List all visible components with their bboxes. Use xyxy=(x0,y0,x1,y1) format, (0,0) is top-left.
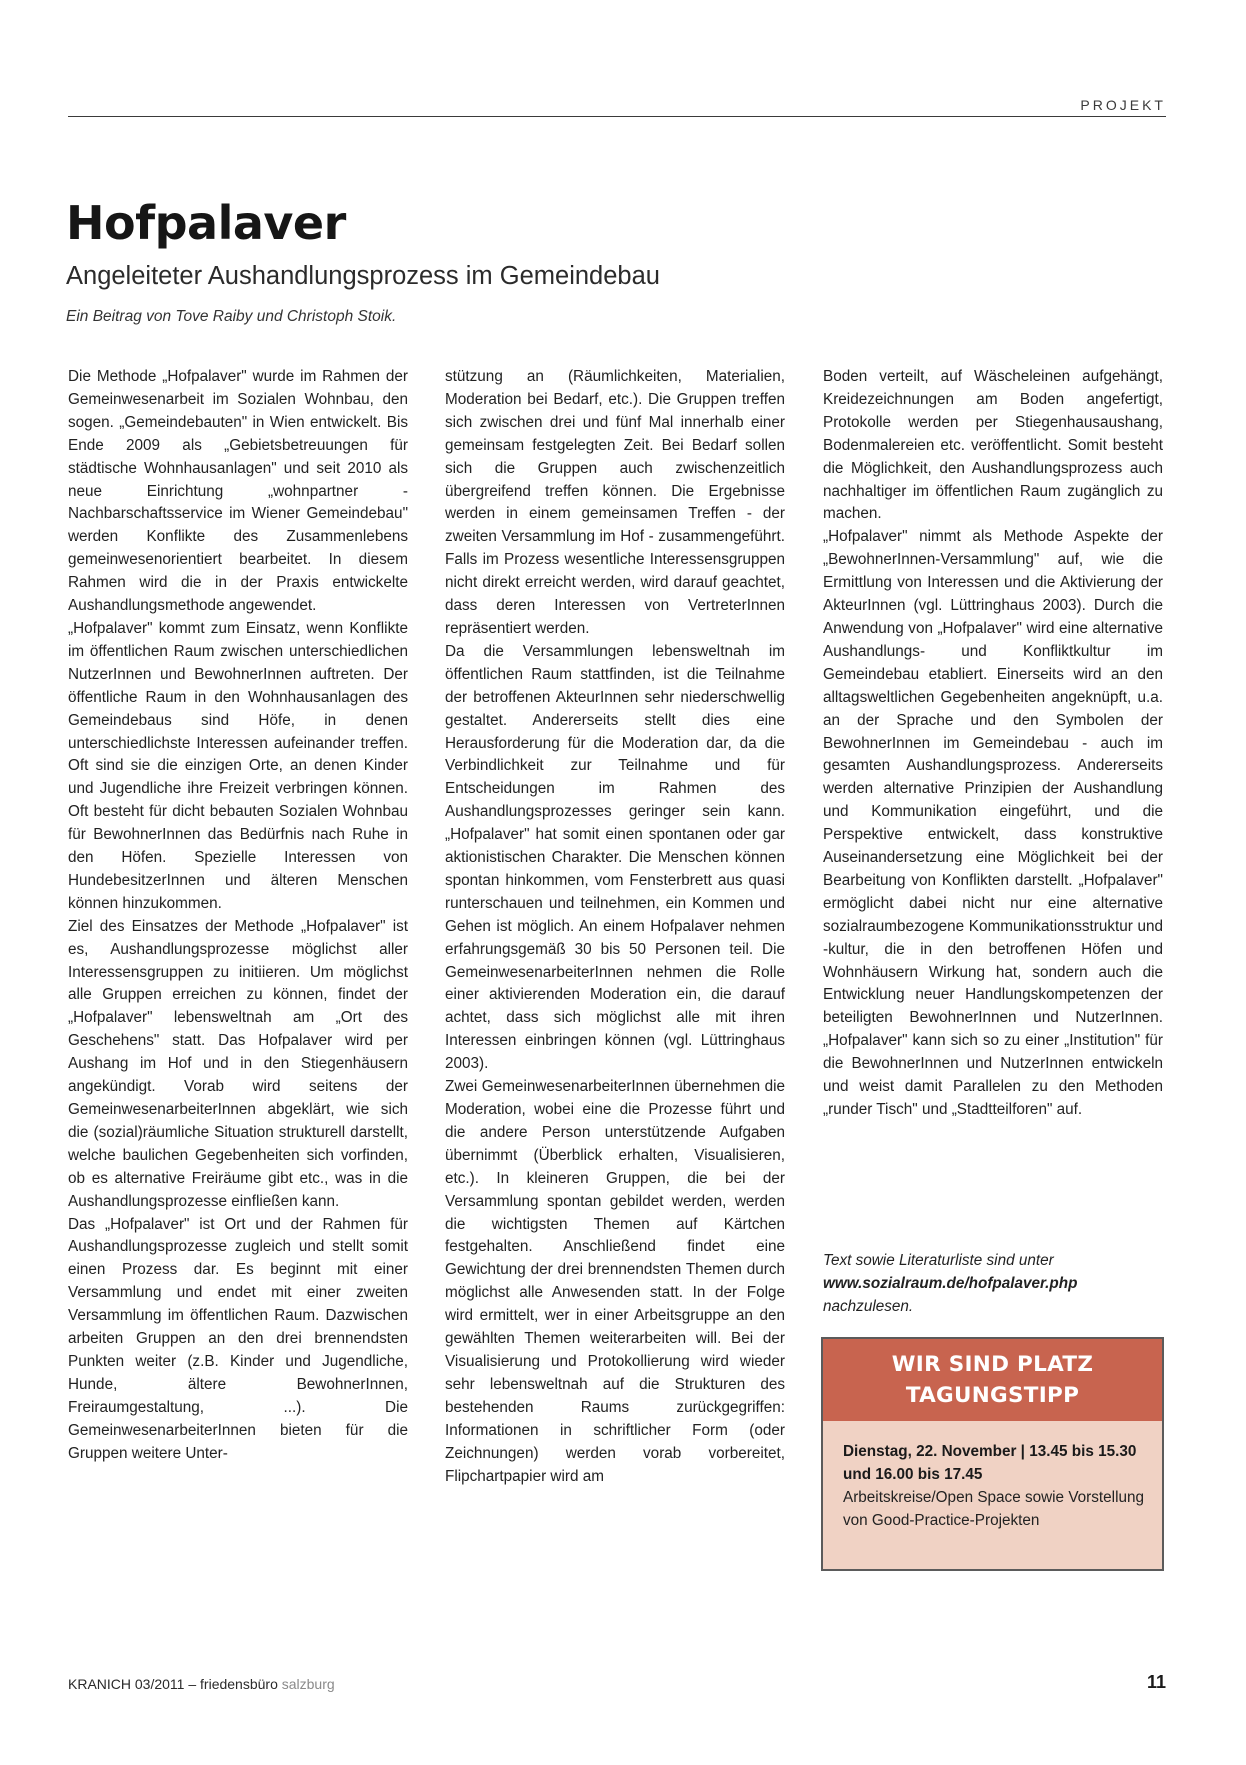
article-subtitle: Angeleiteter Aushandlungsprozess im Gemeindebau xyxy=(66,262,660,290)
header-rule xyxy=(68,116,1166,117)
article-title: Hofpalaver xyxy=(66,196,346,250)
article-column-1 xyxy=(68,366,408,1466)
article-byline: Ein Beitrag von Tove Raiby und Christoph Stoik. xyxy=(66,308,397,325)
article-column-2 xyxy=(445,366,785,1488)
paragraph: stützung an (Räumlichkeiten, Materialien, Moderation bei Bedarf, etc.). Die Gruppen treffen sich zwischen drei und fünf Mal innerhalb einer gemeinsam festgelegten Zeit. Bei Bedarf sollen sich die Gruppen auch zwischenzeitlich übergreifend treffen können. Die Ergebnisse werden in einem gemeinsamen Treffen - der zweiten Versammlung im Hof - zusammengeführt. Falls im Prozess wesentliche Interessensgruppen nicht direkt erreicht werden, wird darauf geachtet, dass deren Interessen von VertreterInnen repräsentiert werden. xyxy=(445,368,785,637)
page-number: 11 xyxy=(1146,1672,1166,1692)
article-column-3 xyxy=(823,366,1163,1122)
event-description: Arbeitskreise/Open Space sowie Vorstellung von Good-Practice-Projekten xyxy=(843,1488,1145,1529)
paragraph: Ziel des Einsatzes der Methode „Hofpalaver" ist es, Aushandlungsprozesse möglichst aller Interessensgruppen zu initiieren. Um möglichst alle Gruppen erreichen zu können, findet der „Hofpalaver" lebensweltnah am „Ort des Geschehens" statt. Das Hofpalaver wird per Aushang im Hof und in den Stiegenhäusern angekündigt. Vorab wird seitens der GemeinwesenarbeiterInnen abgeklärt, wie sich die (sozial)räumliche Situation strukturell darstellt, welche baulichen Gegebenheiten sich vorfinden, ob es alternative Freiräume gibt etc., was in die Aushandlungsprozesse einfließen kann. xyxy=(68,917,408,1210)
footer-publication xyxy=(68,1676,335,1692)
note-text: nachzulesen. xyxy=(823,1297,914,1315)
paragraph: Das „Hofpalaver" ist Ort und der Rahmen für Aushandlungsprozesse zugleich und stellt somit einen Prozess dar. Es beginnt mit einer Versammlung und endet mit einer zweiten Versammlung im öffentlichen Raum. Dazwischen arbeiten Gruppen an den drei brennendsten Punkten weiter (z.B. Kinder und Jugendliche, Hunde, ältere BewohnerInnen, Freiraumgestaltung, ...). Die GemeinwesenarbeiterInnen bieten für die Gruppen weitere Unter- xyxy=(68,1215,408,1462)
heading-line: WIR SIND PLATZ xyxy=(891,1352,1094,1377)
section-label: PROJEKT xyxy=(1080,97,1166,113)
heading-line: TAGUNGSTIPP xyxy=(905,1383,1080,1408)
paragraph: Boden verteilt, auf Wäscheleinen aufgehängt, Kreidezeichnungen am Boden angefertigt, Protokolle werden per Stiegenhausaushang, Bodenmalereien etc. veröffentlicht. Somit besteht die Möglichkeit, den Aushandlungsprozess auch nachhaltiger im öffentlichen Raum zugänglich zu machen. xyxy=(823,368,1163,523)
paragraph: „Hofpalaver" nimmt als Methode Aspekte der „BewohnerInnen-Versammlung" auf, wie die Ermittlung von Interessen und die Aktivierung der AkteurInnen (vgl. Lüttringhaus 2003). Durch die Anwendung von „Hofpalaver" wird eine alternative Aushandlungs- und Konfliktkultur im Gemeindebau etabliert. Einerseits wird an den alltagsweltlichen Gegebenheiten angeknüpft, u.a. an der Sprache und den Symbolen der BewohnerInnen im Gemeindebau - auch im gesamten Aushandlungsprozess. Andererseits werden alternative Prinzipien der Aushandlung und Kommunikation eingeführt, und die Perspektive entwickelt, dass konstruktive Auseinandersetzung eine Möglichkeit bei der Bearbeitung von Konflikten darstellt. „Hofpalaver" ermöglicht dabei nicht nur eine alternative sozialraumbezogene Kommunikationsstruktur und -kultur, die in den betroffenen Höfen und Wohnhäusern Wirkung hat, sondern auch die Entwicklung neuer Handlungskompetenzen der beteiligten BewohnerInnen und NutzerInnen. „Hofpalaver" kann sich so zu einer „Institution" für die BewohnerInnen und NutzerInnen entwickeln und weist damit Parallelen zu den Methoden „runder Tisch" und „Stadtteilforen" auf. xyxy=(823,528,1163,1118)
literature-link[interactable]: www.sozialraum.de/hofpalaver.php xyxy=(823,1274,1078,1292)
conference-tip-box xyxy=(821,1337,1164,1571)
paragraph: „Hofpalaver" kommt zum Einsatz, wenn Konflikte im öffentlichen Raum zwischen unterschiedlichen NutzerInnen und BewohnerInnen auftreten. Der öffentliche Raum in den Wohnhausanlagen des Gemeindebaus sind Höfe, in denen unterschiedlichste Interessen aufeinander treffen. Oft sind sie die einzigen Orte, an denen Kinder und Jugendliche ihre Freizeit verbringen können. Oft besteht für dicht bebauten Sozialen Wohnbau für BewohnerInnen das Bedürfnis nach Ruhe in den Höfen. Spezielle Interessen von HundebesitzerInnen und älteren Menschen können hinzukommen. xyxy=(68,619,408,912)
publication-name: KRANICH 03/2011 – friedensbüro xyxy=(68,1676,278,1692)
literature-note xyxy=(823,1250,1153,1319)
conference-tip-heading xyxy=(823,1339,1162,1421)
conference-tip-body xyxy=(823,1421,1162,1533)
paragraph: Zwei GemeinwesenarbeiterInnen übernehmen die Moderation, wobei eine die Prozesse führt und die andere Person unterstützende Aufgaben übernimmt (Überblick erhalten, Visualisieren, etc.). In kleineren Gruppen, die bei der Versammlung spontan gebildet werden, werden die wichtigsten Themen auf Kärtchen festgehalten. Anschließend findet eine Gewichtung der drei brennendsten Themen durch möglichst alle Anwesenden statt. In der Folge wird ermittelt, wer in einer Arbeitsgruppe an den gewählten Themen weiterarbeiten will. Bei der Visualisierung und Protokollierung wird wieder sehr lebensweltnah auf die Strukturen des bestehenden Raums zurückgegriffen: Informationen in schriftlicher Form (oder Zeichnungen) werden vorab vorbereitet, Flipchartpapier wird am xyxy=(445,1078,785,1485)
paragraph: Da die Versammlungen lebensweltnah im öffentlichen Raum stattfinden, ist die Teilnahme der betroffenen AkteurInnen sehr niederschwellig gestaltet. Andererseits stellt dies eine Herausforderung für die Moderation dar, da die Verbindlichkeit zur Teilnahme und für Entscheidungen im Rahmen des Aushandlungsprozesses geringer sein kann. „Hofpalaver" hat somit einen spontanen oder gar aktionistischen Charakter. Die Menschen können spontan hinkommen, vom Fensterbrett aus quasi runterschauen und teilnehmen, ein Kommen und Gehen ist möglich. An einem Hofpalaver nehmen erfahrungsgemäß 30 bis 50 Personen teil. Die GemeinwesenarbeiterInnen nehmen die Rolle einer aktivierenden Moderation ein, die darauf achtet, dass sich möglichst alle mit ihren Interessen einbringen können (vgl. Lüttringhaus 2003). xyxy=(445,642,785,1073)
publication-location: salzburg xyxy=(281,1676,335,1692)
note-text: Text sowie Literaturliste sind unter xyxy=(823,1252,1054,1269)
paragraph: Die Methode „Hofpalaver" wurde im Rahmen der Gemeinwesenarbeit im Sozialen Wohnbau, den sogen. „Gemeindebauten" in Wien entwickelt. Bis Ende 2009 als „Gebietsbetreuungen für städtische Wohnhausanlagen" und seit 2010 als neue Einrichtung „wohnpartner - Nachbarschaftsservice im Wiener Gemeindebau" werden Konflikte des Zusammenlebens gemeinwesenorientiert bearbeitet. In diesem Rahmen wird die in der Praxis entwickelte Aushandlungsmethode angewendet. xyxy=(68,368,408,615)
event-date: Dienstag, 22. November | 13.45 bis 15.30 und 16.00 bis 17.45 xyxy=(843,1443,1137,1483)
